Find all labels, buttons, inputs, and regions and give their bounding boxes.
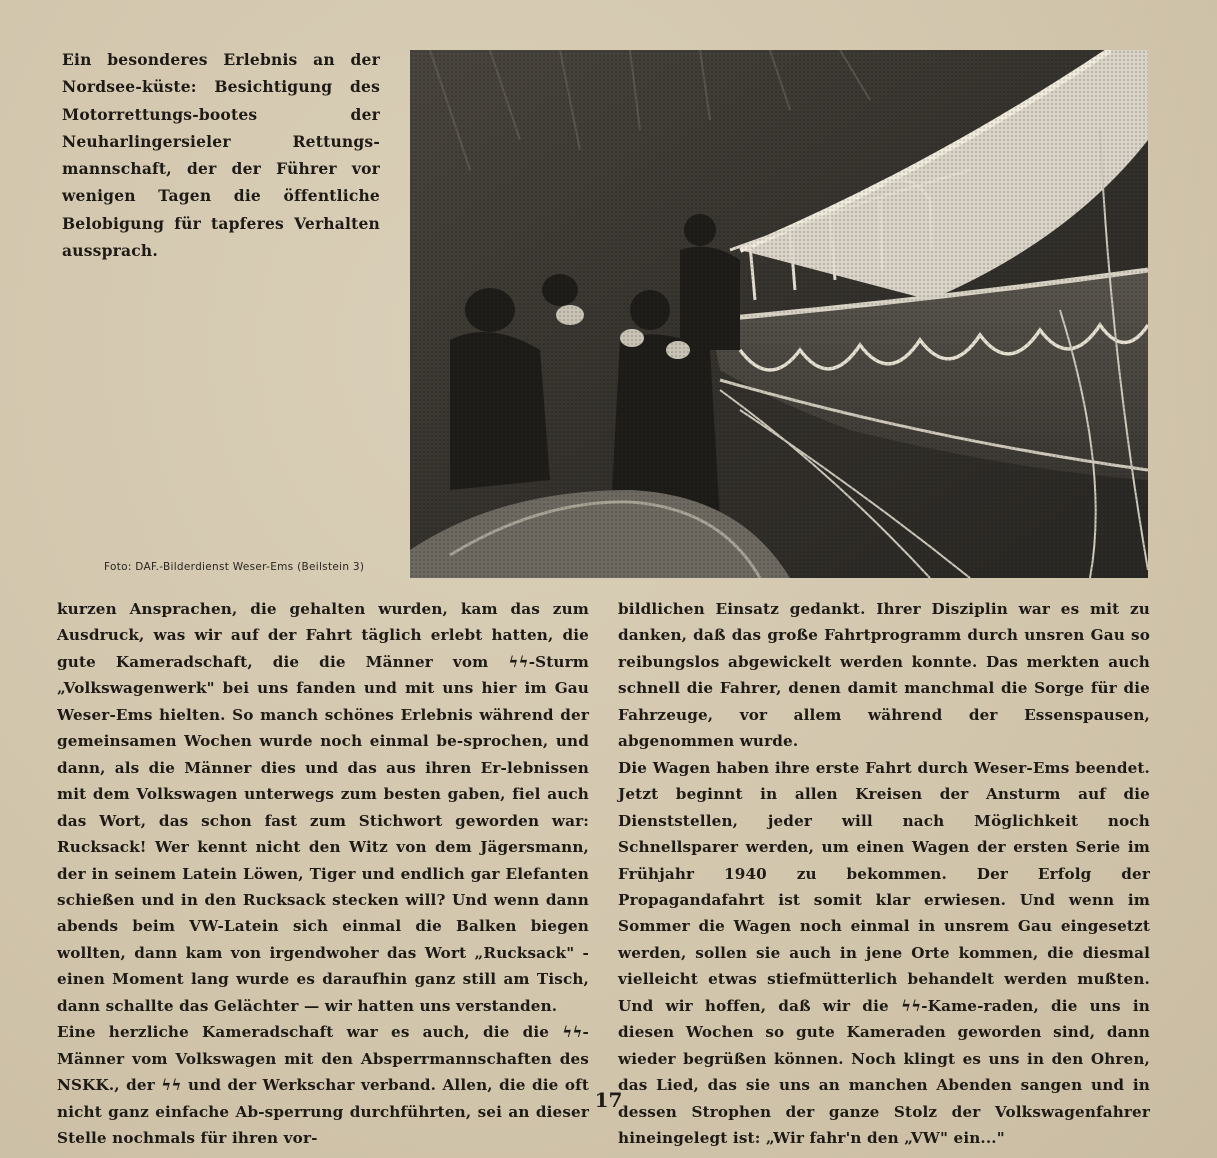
photo-credit: Foto: DAF.-Bilderdienst Weser-Ems (Beilstein 3) [104, 561, 365, 573]
lifeboat-photo-image [410, 50, 1148, 578]
photo-caption: Ein besonderes Erlebnis an der Nordsee-küste: Besichtigung des Motorrettungs-bootes der Neuharlingersieler Rettungs-mannschaft, der der Führer vor wenigen Tagen die öffentliche Belobigung für tapferes Verhalten aussprach. [62, 50, 380, 261]
text-column-left [57, 596, 589, 1152]
lifeboat-photo [410, 50, 1148, 578]
paragraph: Die Wagen haben ihre erste Fahrt durch Weser-Ems beendet. Jetzt beginnt in allen Kreisen der Ansturm auf die Dienststellen, jeder will nach Möglichkeit noch Schnellsparer werden, um einen Wagen der ersten Serie im Frühjahr 1940 zu bekommen. Der Erfolg der Propagandafahrt ist somit klar erwiesen. Und wenn im Sommer die Wagen noch einmal in unsrem Gau eingesetzt werden, sollen sie auch in jene Orte kommen, die diesmal vielleicht etwas stiefmütterlich behandelt werden mußten. Und wir hoffen, daß wir die ϟϟ-Kame-raden, die uns in diesen Wochen so gute Kameraden geworden sind, dann wieder begrüßen können. Noch klingt es uns in den Ohren, das Lied, das sie uns an manchen Abenden sangen und in dessen Strophen der ganze Stolz der Volkswagenfahrer hineingelegt ist: „Wir fahr'n den „VW" ein..." [618, 758, 1150, 1148]
page-number: 17 [594, 1088, 623, 1112]
paragraph: Eine herzliche Kameradschaft war es auch, die die ϟϟ-Männer vom Volkswagen mit den Absperrmannschaften des NSKK., der ϟϟ und der Werkschar verband. Allen, die die oft nicht ganz einfache Ab-sperrung durchführten, sei an dieser Stelle nochmals für ihren vor- [57, 1023, 589, 1148]
paragraph: bildlichen Einsatz gedankt. Ihrer Disziplin war es mit zu danken, daß das große Fahrtprogramm durch unsren Gau so reibungslos abgewickelt werden konnte. Das merkten auch schnell die Fahrer, denen damit manchmal die Sorge für die Fahrzeuge, vor allem während der Essenspausen, abgenommen wurde. [618, 600, 1150, 751]
text-column-right [618, 596, 1150, 1152]
paragraph: kurzen Ansprachen, die gehalten wurden, kam das zum Ausdruck, was wir auf der Fahrt täglich erlebt hatten, die gute Kameradschaft, die die Männer vom ϟϟ-Sturm „Volkswagenwerk" bei uns fanden und mit uns hier im Gau Weser-Ems hielten. So manch schönes Erlebnis während der gemeinsamen Wochen wurde noch einmal be-sprochen, und dann, als die Männer dies und das aus ihren Er-lebnissen mit dem Volkswagen unterwegs zum besten gaben, fiel auch das Wort, das schon fast zum Stichwort geworden war: Rucksack! Wer kennt nicht den Witz von dem Jägersmann, der in seinem Latein Löwen, Tiger und endlich gar Elefanten schießen und in den Rucksack stecken will? Und wenn dann abends beim VW-Latein sich einmal die Balken biegen wollten, dann kam von irgendwoher das Wort „Rucksack" - einen Moment lang wurde es daraufhin ganz still am Tisch, dann schallte das Gelächter — wir hatten uns verstanden. [57, 600, 589, 1015]
